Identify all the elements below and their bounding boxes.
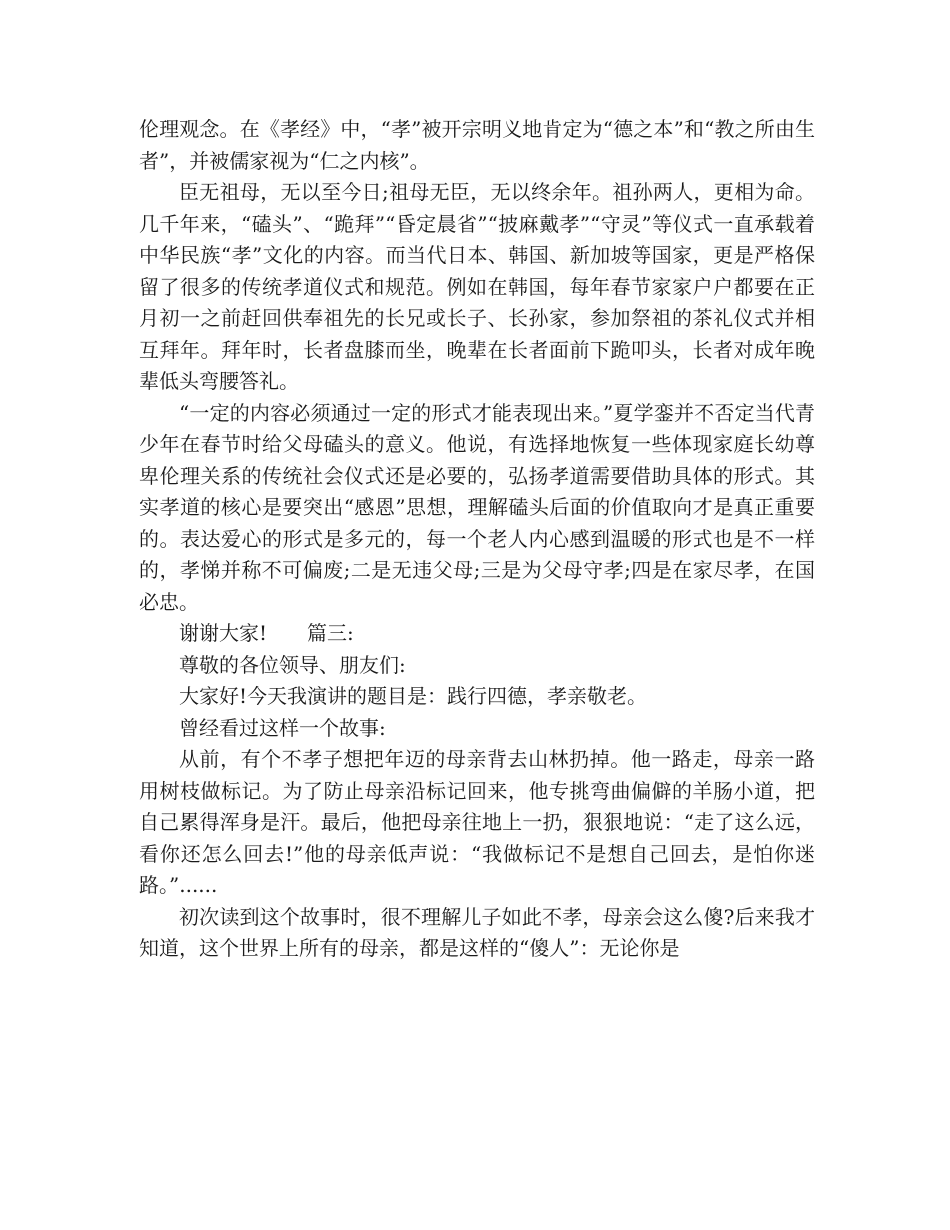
- paragraph-form-content: “一定的内容必须通过一定的形式才能表现出来。”夏学銮并不否定当代青少年在春节时给父母磕头的意义。他说，有选择地恢复一些体现家庭长幼尊卑伦理关系的传统社会仪式还是必要的，弘扬孝道需要借助具体的形式。其实孝道的核心是要突出“感恩”思想，理解磕头后面的价值取向才是真正重要的。表达爱心的形式是多元的，每一个老人内心感到温暖的形式也是不一样的，孝悌并称不可偏废;二是无违父母;三是为父母守孝;四是在家尽孝，在国必忠。: [139, 400, 815, 614]
- paragraph-story: 从前，有个不孝子想把年迈的母亲背去山林扔掉。他一路走，母亲一路用树枝做标记。为了防止母亲沿标记回来，他专挑弯曲偏僻的羊肠小道，把自己累得浑身是汗。最后，他把母亲往地上一扔，狠狠地说：“走了这么远，看你还怎么回去!”他的母亲低声说：“我做标记不是想自己回去，是怕你迷路。”......: [139, 747, 815, 897]
- paragraph-continuation: 伦理观念。在《孝经》中，“孝”被开宗明义地肯定为“德之本”和“教之所由生者”，并被儒家视为“仁之内核”。: [139, 117, 815, 173]
- paragraph-salutation: 尊敬的各位领导、朋友们:: [179, 652, 406, 677]
- paragraph-grandmother: 臣无祖母，无以至今日;祖母无臣，无以终余年。祖孙两人，更相为命。几千年来，“磕头”、“跪拜”“昏定晨省”“披麻戴孝”“守灵”等仪式一直承载着中华民族“孝”文化的内容。而当代日本、韩国、新加坡等国家，更是严格保留了很多的传统孝道仪式和规范。例如在韩国，每年春节家家户户都要在正月初一之前赶回供奉祖先的长兄或长子、长孙家，参加祭祖的茶礼仪式并相互拜年。拜年时，长者盘膝而坐，晚辈在长者面前下跪叩头，长者对成年晚辈低头弯腰答礼。: [139, 180, 815, 393]
- paragraph-reflection: 初次读到这个故事时，很不理解儿子如此不孝，母亲会这么傻?后来我才知道，这个世界上所有的母亲，都是这样的“傻人”：无论你是: [139, 904, 815, 960]
- paragraph-story-intro: 曾经看过这样一个故事:: [179, 715, 386, 740]
- paragraph-speech-title: 大家好!今天我演讲的题目是：践行四德，孝亲敬老。: [179, 684, 648, 708]
- paragraph-thanks-section-three: 谢谢大家! 篇三:: [179, 621, 354, 645]
- document-body: [139, 114, 815, 965]
